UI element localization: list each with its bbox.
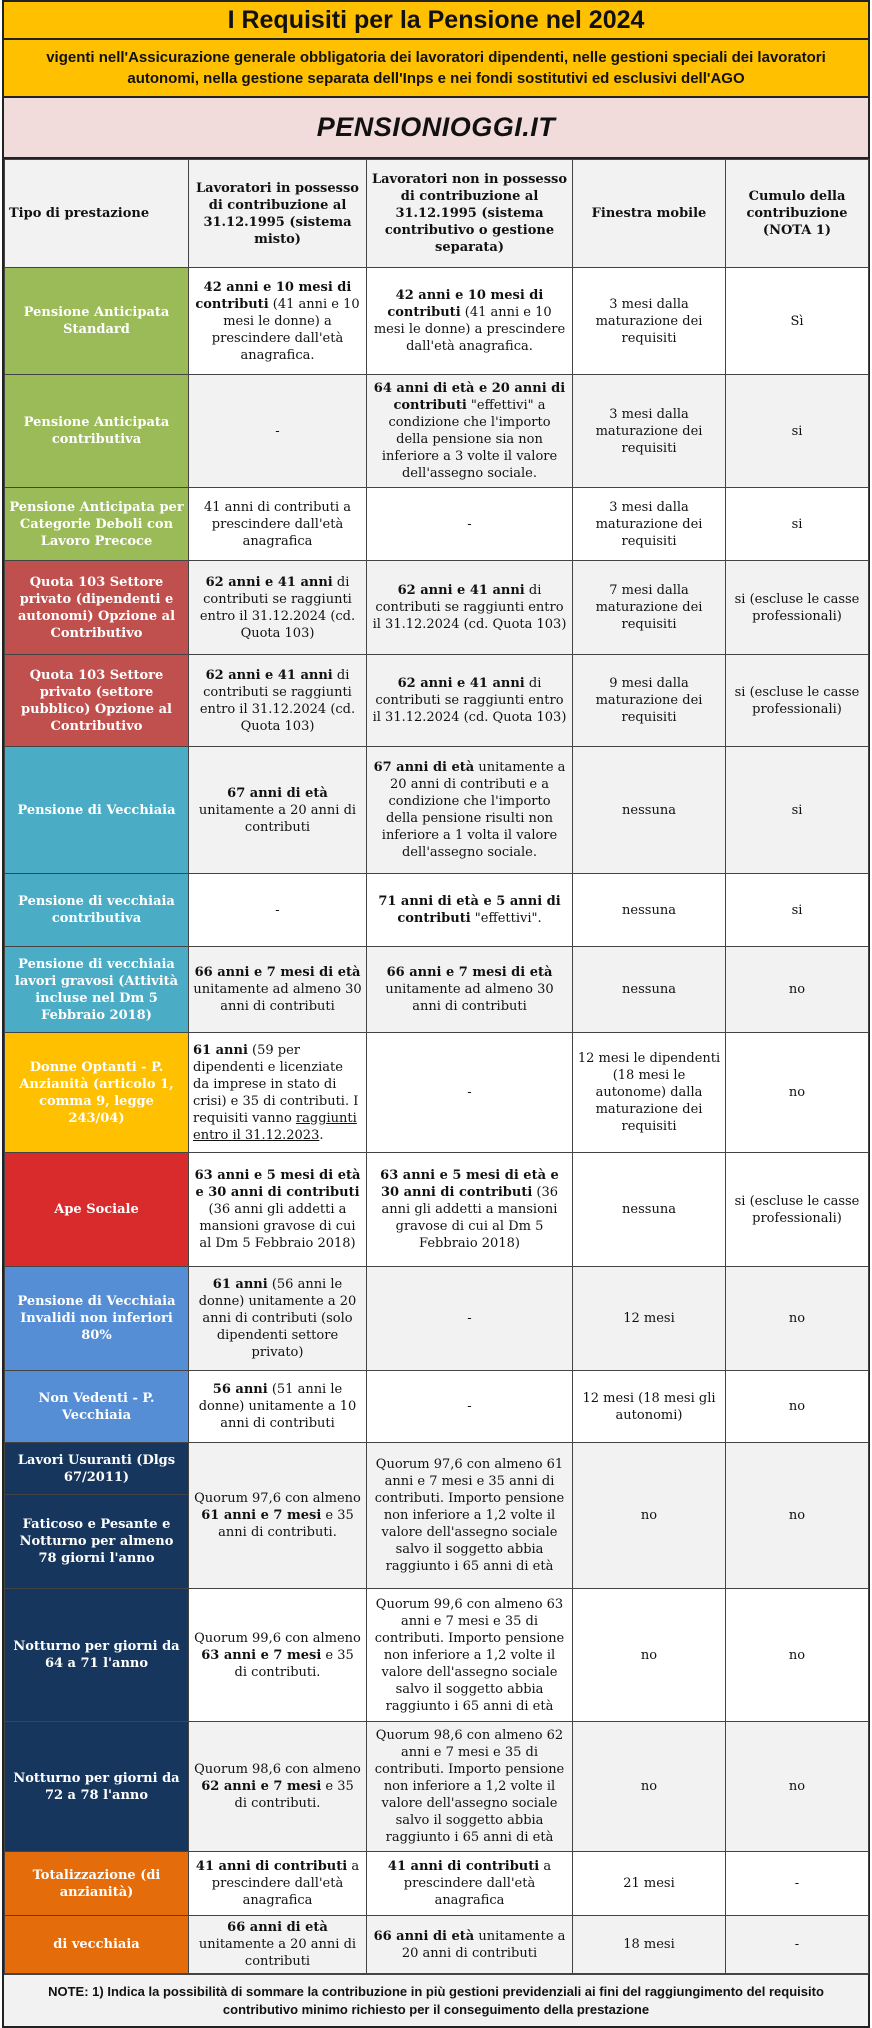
row-label: Notturno per giorni da 72 a 78 l'anno	[5, 1722, 189, 1852]
cell-contributivo: 64 anni di età e 20 anni di contributi "effettivi" a condizione che l'importo della pensione sia non inferiore a 3 volte il valore dell'assegno sociale.	[367, 375, 573, 488]
row-label: Totalizzazione (di anzianità)	[5, 1852, 189, 1916]
row-label: Pensione di vecchiaia lavori gravosi (Attività incluse nel Dm 5 Febbraio 2018)	[5, 947, 189, 1033]
cell-contributivo: 41 anni di contributi a prescindere dall'età anagrafica	[367, 1852, 573, 1916]
table-row	[5, 375, 869, 488]
cell-finestra: nessuna	[573, 947, 726, 1033]
cell-finestra: 3 mesi dalla maturazione dei requisiti	[573, 375, 726, 488]
table-row	[5, 655, 869, 747]
cell-finestra: nessuna	[573, 874, 726, 947]
row-label: Pensione Anticipata per Categorie Deboli con Lavoro Precoce	[5, 488, 189, 561]
cell-misto: 63 anni e 5 mesi di età e 30 anni di contributi (36 anni gli addetti a mansioni gravose di cui al Dm 5 Febbraio 2018)	[189, 1153, 367, 1267]
cell-misto: 41 anni di contributi a prescindere dall'età anagrafica	[189, 488, 367, 561]
table-row	[5, 1443, 869, 1495]
cell-cumulo: no	[726, 1589, 869, 1722]
row-label: Pensione Anticipata contributiva	[5, 375, 189, 488]
cell-cumulo: no	[726, 1033, 869, 1153]
cell-finestra: nessuna	[573, 747, 726, 874]
table-row	[5, 1033, 869, 1153]
cell-finestra: no	[573, 1443, 726, 1589]
page-subtitle: vigenti nell'Assicurazione generale obbligatoria dei lavoratori dipendenti, nelle gestioni speciali dei lavoratori autonomi, nella gestione separata dell'Inps e nei fondi sostitutivi ed esclusivi dell'AGO	[4, 40, 868, 98]
cell-cumulo: -	[726, 1916, 869, 1974]
cell-finestra: no	[573, 1722, 726, 1852]
cell-cumulo: si	[726, 747, 869, 874]
row-label: Lavori Usuranti (Dlgs 67/2011)	[5, 1443, 189, 1495]
requirements-table	[4, 159, 869, 1974]
cell-contributivo: -	[367, 488, 573, 561]
header-cumulo: Cumulo della contribuzione (NOTA 1)	[726, 160, 869, 268]
cell-finestra: 9 mesi dalla maturazione dei requisiti	[573, 655, 726, 747]
brand-banner: PENSIONIOGGI.IT	[4, 98, 868, 159]
row-label: Pensione di Vecchiaia Invalidi non inferiori 80%	[5, 1267, 189, 1371]
cell-cumulo: si	[726, 488, 869, 561]
cell-misto: Quorum 98,6 con almeno 62 anni e 7 mesi e 35 di contributi.	[189, 1722, 367, 1852]
cell-misto: -	[189, 874, 367, 947]
row-label: Notturno per giorni da 64 a 71 l'anno	[5, 1589, 189, 1722]
footnote: NOTE: 1) Indica la possibilità di sommare la contribuzione in più gestioni previdenziali ai fini del raggiungimento del requisito contributivo minimo richiesto per il conseguimento della prestazione	[4, 1974, 868, 2026]
table-row	[5, 947, 869, 1033]
table-row	[5, 1371, 869, 1443]
cell-misto: 66 anni e 7 mesi di età unitamente ad almeno 30 anni di contributi	[189, 947, 367, 1033]
cell-contributivo: 66 anni di età unitamente a 20 anni di contributi	[367, 1916, 573, 1974]
row-label: Pensione Anticipata Standard	[5, 268, 189, 375]
header-finestra: Finestra mobile	[573, 160, 726, 268]
cell-contributivo: 63 anni e 5 mesi di età e 30 anni di contributi (36 anni gli addetti a mansioni gravose di cui al Dm 5 Febbraio 2018)	[367, 1153, 573, 1267]
table-row	[5, 1153, 869, 1267]
cell-misto: 61 anni (56 anni le donne) unitamente a 20 anni di contributi (solo dipendenti settore privato)	[189, 1267, 367, 1371]
row-label: Quota 103 Settore privato (dipendenti e autonomi) Opzione al Contributivo	[5, 561, 189, 655]
cell-contributivo: 62 anni e 41 anni di contributi se raggiunti entro il 31.12.2024 (cd. Quota 103)	[367, 655, 573, 747]
cell-finestra: 7 mesi dalla maturazione dei requisiti	[573, 561, 726, 655]
row-label: Donne Optanti - P. Anzianità (articolo 1, comma 9, legge 243/04)	[5, 1033, 189, 1153]
table-row	[5, 1589, 869, 1722]
table-row	[5, 1852, 869, 1916]
cell-finestra: 12 mesi (18 mesi gli autonomi)	[573, 1371, 726, 1443]
cell-misto: 67 anni di età unitamente a 20 anni di contributi	[189, 747, 367, 874]
row-label: Non Vedenti - P. Vecchiaia	[5, 1371, 189, 1443]
cell-finestra: 21 mesi	[573, 1852, 726, 1916]
cell-finestra: 12 mesi le dipendenti (18 mesi le autonome) dalla maturazione dei requisiti	[573, 1033, 726, 1153]
row-label: Quota 103 Settore privato (settore pubblico) Opzione al Contributivo	[5, 655, 189, 747]
cell-cumulo: Sì	[726, 268, 869, 375]
cell-cumulo: no	[726, 1371, 869, 1443]
cell-misto: -	[189, 375, 367, 488]
table-row	[5, 1722, 869, 1852]
cell-contributivo: 67 anni di età unitamente a 20 anni di contributi e a condizione che l'importo della pensione risulti non inferiore a 1 volta il valore dell'assegno sociale.	[367, 747, 573, 874]
cell-cumulo: si	[726, 874, 869, 947]
row-label: Pensione di Vecchiaia	[5, 747, 189, 874]
cell-cumulo: si	[726, 375, 869, 488]
header-misto: Lavoratori in possesso di contribuzione al 31.12.1995 (sistema misto)	[189, 160, 367, 268]
cell-contributivo: -	[367, 1033, 573, 1153]
row-label: di vecchiaia	[5, 1916, 189, 1974]
cell-cumulo: si (escluse le casse professionali)	[726, 655, 869, 747]
cell-finestra: no	[573, 1589, 726, 1722]
header-tipo: Tipo di prestazione	[5, 160, 189, 268]
cell-contributivo: 71 anni di età e 5 anni di contributi "effettivi".	[367, 874, 573, 947]
table-row	[5, 1267, 869, 1371]
cell-contributivo: Quorum 99,6 con almeno 63 anni e 7 mesi e 35 di contributi. Importo pensione non inferiore a 1,2 volte il valore dell'assegno sociale salvo il soggetto abbia raggiunto i 65 anni di età	[367, 1589, 573, 1722]
cell-misto: 42 anni e 10 mesi di contributi (41 anni e 10 mesi le donne) a prescindere dall'età anagrafica.	[189, 268, 367, 375]
cell-finestra: nessuna	[573, 1153, 726, 1267]
page-title: I Requisiti per la Pensione nel 2024	[4, 2, 868, 40]
cell-contributivo: Quorum 98,6 con almeno 62 anni e 7 mesi e 35 di contributi. Importo pensione non inferiore a 1,2 volte il valore dell'assegno sociale salvo il soggetto abbia raggiunto i 65 anni di età	[367, 1722, 573, 1852]
cell-misto: Quorum 99,6 con almeno 63 anni e 7 mesi e 35 di contributi.	[189, 1589, 367, 1722]
cell-contributivo: Quorum 97,6 con almeno 61 anni e 7 mesi e 35 anni di contributi. Importo pensione non inferiore a 1,2 volte il valore dell'assegno sociale salvo il soggetto abbia raggiunto i 65 anni di età	[367, 1443, 573, 1589]
cell-cumulo: si (escluse le casse professionali)	[726, 1153, 869, 1267]
cell-cumulo: si (escluse le casse professionali)	[726, 561, 869, 655]
cell-cumulo: no	[726, 947, 869, 1033]
cell-misto: 66 anni di età unitamente a 20 anni di contributi	[189, 1916, 367, 1974]
row-label: Ape Sociale	[5, 1153, 189, 1267]
table-header-row	[5, 160, 869, 268]
table-row	[5, 1916, 869, 1974]
cell-cumulo: -	[726, 1852, 869, 1916]
table-row	[5, 488, 869, 561]
table-row	[5, 747, 869, 874]
table-row	[5, 874, 869, 947]
cell-cumulo: no	[726, 1722, 869, 1852]
header-contributivo: Lavoratori non in possesso di contribuzione al 31.12.1995 (sistema contributivo o gestione separata)	[367, 160, 573, 268]
cell-misto: 62 anni e 41 anni di contributi se raggiunti entro il 31.12.2024 (cd. Quota 103)	[189, 561, 367, 655]
cell-misto: 56 anni (51 anni le donne) unitamente a 10 anni di contributi	[189, 1371, 367, 1443]
cell-contributivo: 42 anni e 10 mesi di contributi (41 anni e 10 mesi le donne) a prescindere dall'età anagrafica.	[367, 268, 573, 375]
cell-misto: 61 anni (59 per dipendenti e licenziate da imprese in stato di crisi) e 35 di contributi. I requisiti vanno raggiunti entro il 31.12.2023.	[189, 1033, 367, 1153]
cell-misto: Quorum 97,6 con almeno 61 anni e 7 mesi e 35 anni di contributi.	[189, 1443, 367, 1589]
cell-finestra: 3 mesi dalla maturazione dei requisiti	[573, 268, 726, 375]
cell-cumulo: no	[726, 1267, 869, 1371]
row-label: Faticoso e Pesante e Notturno per almeno 78 giorni l'anno	[5, 1495, 189, 1589]
cell-contributivo: -	[367, 1267, 573, 1371]
cell-misto: 62 anni e 41 anni di contributi se raggiunti entro il 31.12.2024 (cd. Quota 103)	[189, 655, 367, 747]
cell-misto: 41 anni di contributi a prescindere dall'età anagrafica	[189, 1852, 367, 1916]
cell-contributivo: -	[367, 1371, 573, 1443]
row-label: Pensione di vecchiaia contributiva	[5, 874, 189, 947]
cell-finestra: 3 mesi dalla maturazione dei requisiti	[573, 488, 726, 561]
cell-cumulo: no	[726, 1443, 869, 1589]
table-row	[5, 561, 869, 655]
table-row	[5, 268, 869, 375]
cell-contributivo: 62 anni e 41 anni di contributi se raggiunti entro il 31.12.2024 (cd. Quota 103)	[367, 561, 573, 655]
cell-contributivo: 66 anni e 7 mesi di età unitamente ad almeno 30 anni di contributi	[367, 947, 573, 1033]
pension-requirements-sheet	[2, 0, 870, 2028]
cell-finestra: 12 mesi	[573, 1267, 726, 1371]
cell-finestra: 18 mesi	[573, 1916, 726, 1974]
